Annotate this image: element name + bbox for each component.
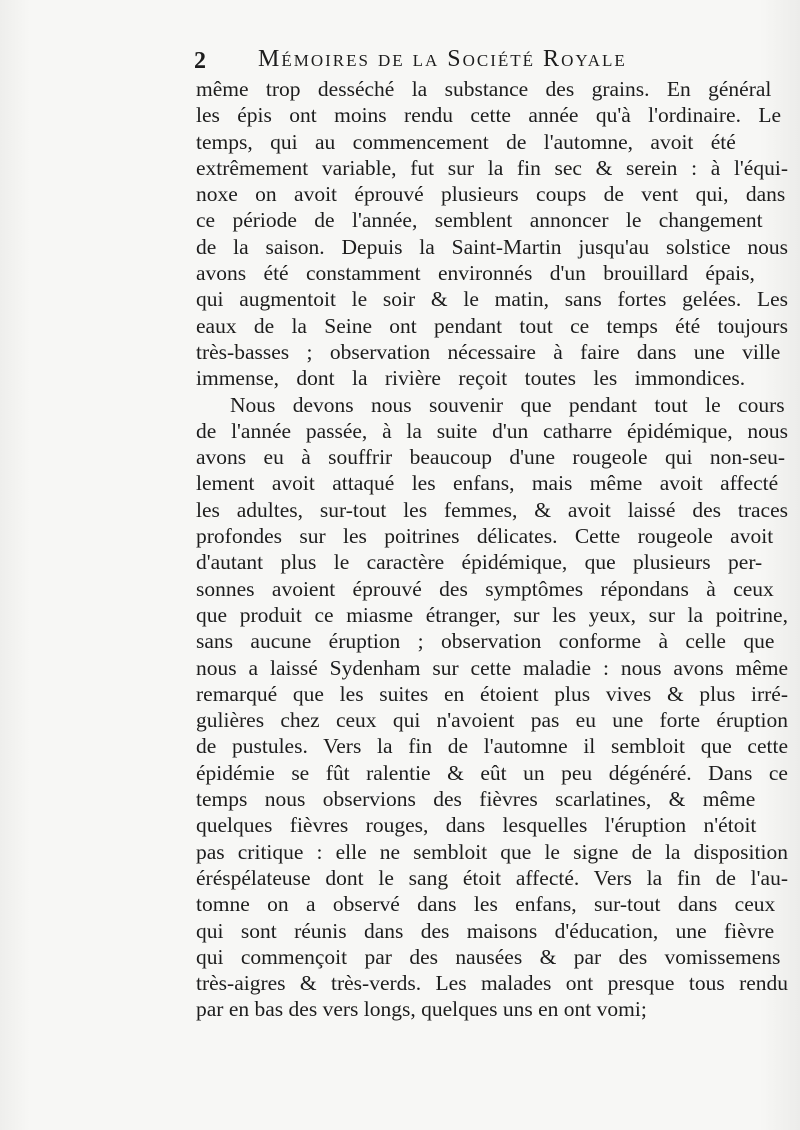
text-line: d'autant plus le caractère épidémique, que plusieurs per-: [196, 550, 763, 575]
text-line: remarqué que les suites en étoient plus vives & plus irré-: [196, 681, 789, 706]
text-line: de la saison. Depuis la Saint-Martin jusqu'au solstice nous: [196, 234, 789, 259]
text-line: qui augmentoit le soir & le matin, sans fortes gelées. Les: [196, 287, 789, 312]
page-header: [194, 44, 754, 78]
text-line: tomne on a observé dans les enfans, sur-tout dans ceux: [196, 892, 776, 917]
text-line: pas critique : elle ne sembloit que le signe de la disposition: [196, 839, 788, 864]
text-line: eaux de la Seine ont pendant tout ce temps été toujours: [196, 313, 788, 338]
text-line: lement avoit attaqué les enfans, mais même avoit affecté: [196, 471, 779, 496]
text-line: extrêmement variable, fut sur la fin sec & serein : à l'équi-: [196, 155, 788, 180]
text-line: temps, qui au commencement de l'automne, avoit été: [196, 129, 736, 154]
text-line: très-aigres & très-verds. Les malades ont presque tous rendu: [196, 971, 789, 996]
text-line: éréspélateuse dont le sang étoit affecté. Vers la fin de l'au-: [196, 865, 788, 890]
text-line: les épis ont moins rendu cette année qu'à l'ordinaire. Le: [196, 103, 781, 128]
text-line: très-basses ; observation nécessaire à faire dans une ville: [196, 339, 781, 364]
text-line: sonnes avoient éprouvé des symptômes répondans à ceux: [196, 576, 774, 601]
text-line: même trop desséché la substance des grains. En général: [196, 77, 772, 101]
text-line: avons été constamment environnés d'un brouillard épais,: [196, 261, 755, 286]
text-line: que produit ce miasme étranger, sur les yeux, sur la poitrine,: [196, 602, 788, 627]
text-line: ce période de l'année, semblent annoncer le changement: [196, 208, 763, 233]
text-line: temps nous observions des fièvres scarlatines, & même: [196, 787, 756, 812]
text-line: avons eu à souffrir beaucoup d'une rougeole qui non-seu-: [196, 445, 786, 470]
text-line: les adultes, sur-tout les femmes, & avoit laissé des traces: [196, 497, 788, 522]
body-text: [196, 76, 788, 1023]
text-line: Nous devons nous souvenir que pendant tout le cours: [230, 392, 785, 417]
text-line: de pustules. Vers la fin de l'automne il sembloit que cette: [196, 734, 789, 759]
text-line: quelques fièvres rouges, dans lesquelles l'éruption n'étoit: [196, 813, 757, 838]
running-head: Mémoires de la Société Royale: [258, 46, 627, 72]
text-line: de l'année passée, à la suite d'un catharre épidémique, nous: [196, 418, 789, 443]
text-line: gulières chez ceux qui n'avoient pas eu une forte éruption: [196, 708, 789, 733]
text-line: qui commençoit par des nausées & par des vomissemens: [196, 944, 781, 969]
text-line: sans aucune éruption ; observation conforme à celle que: [196, 629, 775, 654]
text-line: immense, dont la rivière reçoit toutes les immondices.: [196, 366, 746, 391]
page-number: 2: [194, 48, 206, 74]
text-line: par en bas des vers longs, quelques uns en ont vomi;: [196, 997, 647, 1022]
text-line: profondes sur les poitrines délicates. Cette rougeole avoit: [196, 524, 774, 549]
text-line: qui sont réunis dans des maisons d'éducation, une fièvre: [196, 918, 775, 943]
text-line: épidémie se fût ralentie & eût un peu dégénéré. Dans ce: [196, 760, 788, 785]
text-line: noxe on avoit éprouvé plusieurs coups de vent qui, dans: [196, 182, 786, 207]
text-line: nous a laissé Sydenham sur cette maladie : nous avons même: [196, 655, 789, 680]
